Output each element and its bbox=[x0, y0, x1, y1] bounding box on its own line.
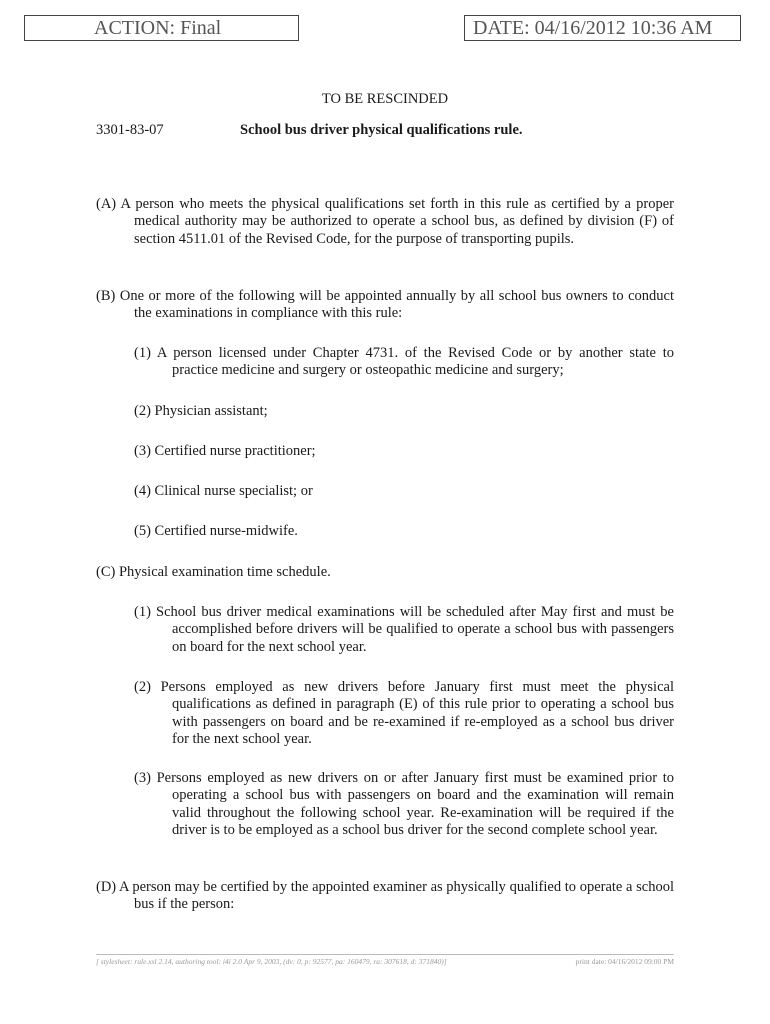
paragraph-c2: (2) Persons employed as new drivers before January first must meet the physical qualifications as defined in paragraph (E) of this rule prior to operating a school bus with passengers on board and be re-examined if re-employed as a school bus driver for the next school year. bbox=[134, 679, 674, 748]
paragraph-d: (D) A person may be certified by the appointed examiner as physically qualified to operate a school bus if the person: bbox=[96, 879, 674, 913]
paragraph-b1: (1) A person licensed under Chapter 4731. of the Revised Code or by another state to practice medicine and surgery or osteopathic medicine and surgery; bbox=[134, 345, 674, 379]
rule-number: 3301-83-07 bbox=[96, 122, 164, 138]
paragraph-b3: (3) Certified nurse practitioner; bbox=[134, 443, 316, 459]
footer-print-date: print date: 04/16/2012 09:00 PM bbox=[575, 957, 674, 966]
footer-divider bbox=[96, 954, 674, 955]
paragraph-c: (C) Physical examination time schedule. bbox=[96, 564, 331, 580]
rescind-status: TO BE RESCINDED bbox=[321, 91, 449, 107]
paragraph-b2: (2) Physician assistant; bbox=[134, 403, 268, 419]
paragraph-c1: (1) School bus driver medical examinations will be scheduled after May first and must be accomplished before drivers will be qualified to operate a school bus with passengers on board for the next school year. bbox=[134, 604, 674, 655]
paragraph-a: (A) A person who meets the physical qualifications set forth in this rule as certified by a proper medical authority may be authorized to operate a school bus, as defined by division (F) of section 4511.01 of the Revised Code, for the purpose of transporting pupils. bbox=[96, 196, 674, 247]
date-box: DATE: 04/16/2012 10:36 AM bbox=[464, 15, 741, 41]
paragraph-b: (B) One or more of the following will be appointed annually by all school bus owners to conduct the examinations in compliance with this rule: bbox=[96, 288, 674, 322]
paragraph-c3: (3) Persons employed as new drivers on or after January first must be examined prior to operating a school bus with passengers on board and the examination will remain valid throughout the following school year. Re-examination will be required if the driver is to be employed as a school bus driver for the second complete school year. bbox=[134, 770, 674, 839]
footer-stylesheet-info: [ stylesheet: rule.xsl 2.14, authoring tool: i4i 2.0 Apr 9, 2003, (dv: 0, p: 92577, pa: 160479, ra: 307618, d: 371840)] bbox=[96, 957, 447, 966]
rule-title: School bus driver physical qualifications rule. bbox=[240, 122, 523, 138]
paragraph-b5: (5) Certified nurse-midwife. bbox=[134, 523, 298, 539]
paragraph-b4: (4) Clinical nurse specialist; or bbox=[134, 483, 313, 499]
action-status-box: ACTION: Final bbox=[24, 15, 299, 41]
